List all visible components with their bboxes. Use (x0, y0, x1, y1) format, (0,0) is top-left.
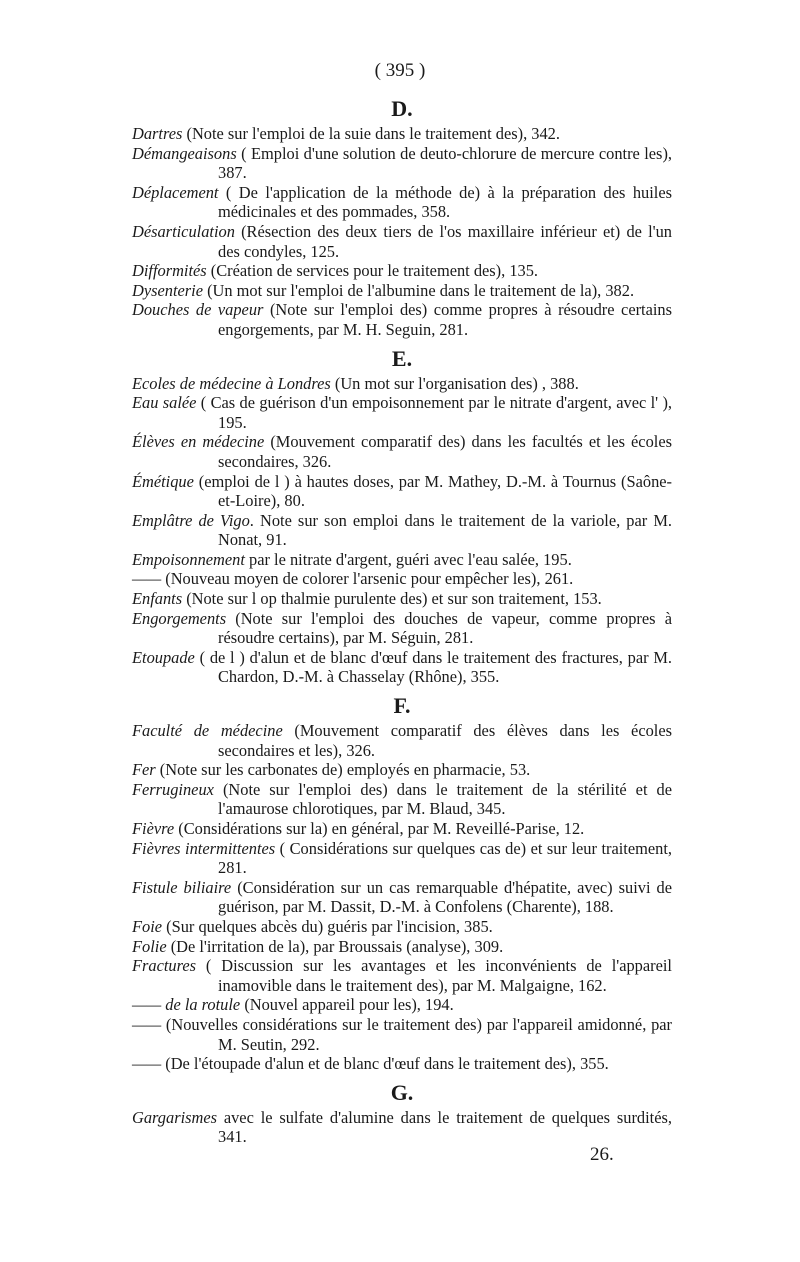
entry-term: Gargarismes (132, 1107, 217, 1127)
index-entry (132, 995, 672, 1015)
entry-text: (Note sur l op thalmie purulente des) et sur son traitement, 153. (182, 589, 602, 609)
entry-term: Douches de vapeur (132, 300, 264, 320)
signature-mark: 26. (590, 1144, 614, 1165)
index-entry (132, 760, 672, 780)
entry-text: (Un mot sur l'emploi de l'albumine dans le traitement de la), 382. (203, 280, 635, 300)
entry-term: —— de la rotule (132, 995, 241, 1015)
entry-term: Eau salée (132, 393, 197, 413)
entry-term: Engorgements (132, 608, 227, 628)
index-entry (132, 222, 672, 261)
entry-term: Emplâtre de Vigo (132, 510, 250, 530)
index-entry (132, 937, 672, 957)
entry-term: —— (132, 569, 162, 589)
index-entry (132, 432, 672, 471)
index-entry (132, 648, 672, 687)
entry-term: Démangeaisons (132, 143, 237, 163)
index-entry (132, 878, 672, 917)
section-letter: E. (391, 345, 413, 371)
entry-text: ( Emploi d'une solution de deuto-chlorure de mercure contre les), 387. (218, 143, 672, 183)
entry-term: Fer (132, 760, 156, 780)
index-entry (132, 374, 672, 394)
section-letter: F. (393, 693, 411, 719)
entry-term: Désarticulation (132, 221, 235, 241)
entry-text: (Création de services pour le traitement des), 135. (206, 261, 539, 281)
index-entry (132, 721, 672, 760)
entry-text: (Mouvement comparatif des élèves dans les écoles secondaires et les), 326. (218, 721, 672, 760)
entry-text: (Note sur l'emploi des douches de vapeur, comme propres à résoudre certains), par M. Séguin, 281. (218, 608, 672, 648)
entry-text: ( Cas de guérison d'un empoisonnement par le nitrate d'argent, avec l' ), 195. (196, 393, 673, 432)
section-letter: G. (390, 1079, 414, 1105)
index-entry (132, 511, 672, 550)
entry-term: Faculté de médecine (132, 721, 283, 741)
entry-text: (Nouvelles considérations sur le traitement des) par l'appareil amidonné, par M. Seutin, 292. (161, 1014, 672, 1054)
index-entry (132, 261, 672, 281)
index-entry (132, 550, 672, 570)
entry-text: ( Considérations sur quelques cas de) et sur leur traitement, 281. (218, 838, 672, 878)
entry-text: (Nouvel appareil pour les), 194. (240, 995, 454, 1015)
entry-text: (Considérations sur la) en général, par M. Reveillé-Parise, 12. (174, 819, 585, 838)
index-entry (132, 281, 672, 301)
entry-term: —— (132, 1014, 162, 1034)
index-entry (132, 1015, 672, 1054)
index-entry (132, 1054, 672, 1074)
entry-term: Etoupade (132, 647, 195, 667)
entry-term: Fistule biliaire (132, 877, 232, 897)
entry-text: ( Discussion sur les avantages et les inconvénients de l'appareil inamovible dans le traitement des), par M. Malgaigne, 162. (196, 956, 672, 995)
entry-term: Enfants (132, 589, 183, 609)
entry-text: (De l'étoupade d'alun et de blanc d'œuf dans le traitement des), 355. (161, 1054, 609, 1074)
entry-text: ( de l ) d'alun et de blanc d'œuf dans le traitement des fractures, par M. Chardon, D.-M. à Chasselay (Rhône), 355. (194, 647, 672, 687)
entry-text: (Note sur l'emploi des) comme propres à résoudre certains engorgements, par M. H. Seguin, 281. (218, 300, 673, 339)
entry-term: Foie (132, 916, 163, 936)
entry-text: (Un mot sur l'organisation des) , 388. (330, 373, 579, 393)
index-entry (132, 589, 672, 609)
entry-text: (Sur quelques abcès du) guéris par l'incision, 385. (162, 916, 493, 936)
entry-term: Fièvre (132, 819, 175, 838)
index-entry (132, 183, 672, 222)
entry-text: (Mouvement comparatif des) dans les facultés et les écoles secondaires, 326. (218, 432, 672, 471)
index-entry (132, 300, 672, 339)
index-entry (132, 1108, 672, 1147)
entry-term: Difformités (132, 261, 207, 281)
index-entry (132, 839, 672, 878)
entry-term: Ferrugineux (132, 779, 214, 799)
section-letter: D. (391, 96, 413, 121)
entry-text: (emploi de l ) à hautes doses, par M. Mathey, D.-M. à Tournus (Saône-et-Loire), 80. (193, 471, 672, 511)
index-entry (132, 144, 672, 183)
entry-term: Fièvres intermittentes (132, 838, 276, 858)
entry-text: (Résection des deux tiers de l'os maxillaire inférieur et) de l'un des condyles, 125. (218, 221, 672, 261)
entry-text: ( De l'application de la méthode de) à la préparation des huiles médicinales et des pommades, 358. (218, 182, 672, 222)
entry-text: par le nitrate d'argent, guéri avec l'eau salée, 195. (244, 549, 572, 569)
entry-term: —— (132, 1054, 162, 1074)
index-entry (132, 917, 672, 937)
entry-term: Folie (132, 936, 167, 956)
entry-term: Dysenterie (132, 280, 203, 300)
entry-term: Ecoles de médecine à Londres (132, 373, 331, 393)
page-number: ( 395 ) (374, 60, 426, 81)
entry-text: (Note sur les carbonates de) employés en pharmacie, 53. (155, 760, 531, 780)
index-entry (132, 609, 672, 648)
index-entry (132, 393, 672, 432)
entry-text: avec le sulfate d'alumine dans le traitement de quelques surdités, 341. (217, 1107, 672, 1147)
entry-text: (Nouveau moyen de colorer l'arsenic pour empêcher les), 261. (161, 569, 574, 589)
entry-term: Empoisonnement (132, 549, 245, 569)
entry-text: . Note sur son emploi dans le traitement de la variole, par M. Nonat, 91. (218, 510, 672, 550)
index-entry (132, 956, 672, 995)
entry-term: Déplacement (132, 182, 219, 202)
index-entry (132, 819, 672, 839)
entry-term: Émétique (132, 471, 194, 491)
index-entry (132, 780, 672, 819)
entry-term: Élèves en médecine (132, 432, 265, 452)
entry-text: (Note sur l'emploi des) dans le traitement de la stérilité et de l'amaurose chlorotiques, par M. Blaud, 345. (213, 779, 672, 819)
entry-text: (Note sur l'emploi de la suie dans le traitement des), 342. (182, 124, 560, 143)
index-entry (132, 124, 672, 144)
entry-text: (De l'irritation de la), par Broussais (analyse), 309. (166, 936, 504, 956)
index-content (132, 94, 672, 1147)
entry-term: Fractures (132, 956, 197, 976)
index-entry (132, 569, 672, 589)
entry-text: (Considération sur un cas remarquable d'hépatite, avec) suivi de guérison, par M. Dassit, D.-M. à Confolens (Charente), 188. (218, 877, 672, 917)
index-entry (132, 472, 672, 511)
entry-term: Dartres (132, 124, 183, 143)
